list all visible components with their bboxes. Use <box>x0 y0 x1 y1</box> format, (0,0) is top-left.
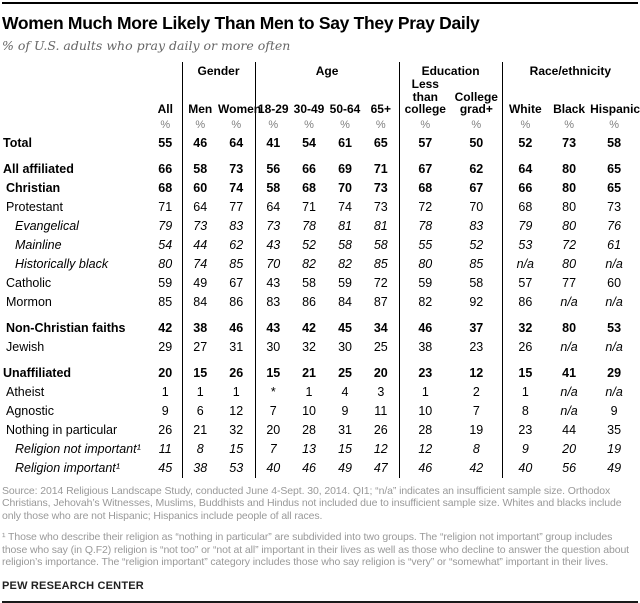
table-cell: 41 <box>255 134 291 153</box>
table-cell: 73 <box>229 161 244 176</box>
table-cell: 76 <box>607 218 622 233</box>
table-cell: 71 <box>373 161 388 176</box>
table-cell: 71 <box>302 199 316 214</box>
pew-table-figure <box>0 2 640 603</box>
column-header: All <box>157 102 173 116</box>
group-header: Race/ethnicity <box>502 62 638 78</box>
footnote: ¹ Those who describe their religion as “nothing in particular” are subdivided into two groups. The “religion not important” group includes those who say (in Q.F2) religion is “not too” or “not at all” important in their lives as well as those who decline to answer the question about religion’s importance. The “religion important” category includes those who say religion is “very” or “somewhat” important in their lives. <box>2 531 630 568</box>
table-cell: 10 <box>399 402 451 421</box>
table-cell: 12 <box>373 441 388 456</box>
table-cell: 26 <box>502 338 548 357</box>
column-header: Less than college <box>399 78 451 118</box>
table-cell: 9 <box>341 403 349 418</box>
table-cell: 46 <box>399 312 451 338</box>
table-cell: 66 <box>158 161 173 176</box>
table-cell: 86 <box>502 293 548 312</box>
table-cell: 82 <box>399 293 451 312</box>
table-cell: 12 <box>469 365 484 380</box>
table-row <box>2 402 638 421</box>
column-header: White <box>502 78 548 118</box>
table-cell: 64 <box>255 198 291 217</box>
column-header: 30-49 <box>293 102 325 116</box>
table-cell: 68 <box>399 179 451 198</box>
table-cell: 54 <box>302 135 316 150</box>
table-cell: n/a <box>605 294 623 309</box>
table-cell: 87 <box>373 294 388 309</box>
pray-daily-table <box>2 62 638 478</box>
table-cell: 42 <box>158 320 173 335</box>
table-cell: 7 <box>472 403 480 418</box>
row-label: Unaffiliated <box>3 365 72 380</box>
table-cell: 67 <box>469 180 484 195</box>
table-cell: 46 <box>229 320 244 335</box>
table-cell: 15 <box>182 357 218 383</box>
table-cell: n/a <box>605 384 623 399</box>
table-cell: 26 <box>229 365 244 380</box>
table-cell: 23 <box>502 421 548 440</box>
table-cell: 12 <box>399 440 451 459</box>
table-cell: 43 <box>255 312 291 338</box>
table-cell: 59 <box>399 274 451 293</box>
table-cell: 19 <box>607 441 622 456</box>
table-cell: 73 <box>373 180 388 195</box>
table-row <box>2 312 638 338</box>
bottom-rule <box>2 601 638 603</box>
table-cell: 83 <box>469 218 484 233</box>
table-row <box>2 338 638 357</box>
table-cell: 10 <box>302 403 316 418</box>
table-cell: 83 <box>255 293 291 312</box>
table-cell: 49 <box>607 460 622 475</box>
table-cell: 58 <box>607 135 622 150</box>
table-cell: 58 <box>302 275 316 290</box>
table-cell: 11 <box>158 441 172 456</box>
table-cell: 74 <box>338 199 352 214</box>
table-row <box>2 198 638 217</box>
column-header: 18-29 <box>255 78 291 118</box>
table-cell: 19 <box>469 422 484 437</box>
table-cell: 28 <box>302 422 316 437</box>
table-cell: 66 <box>502 179 548 198</box>
table-cell: 77 <box>562 275 577 290</box>
table-cell: 80 <box>562 180 577 195</box>
table-cell: 15 <box>255 357 291 383</box>
table-cell: 56 <box>562 460 577 475</box>
table-cell: 73 <box>255 217 291 236</box>
branding: PEW RESEARCH CENTER <box>2 579 144 592</box>
table-cell: 82 <box>338 256 352 271</box>
table-cell: 1 <box>161 384 169 399</box>
row-label: Christian <box>6 180 61 195</box>
table-cell: 65 <box>373 135 388 150</box>
table-cell: 64 <box>182 198 218 217</box>
table-cell: 84 <box>182 293 218 312</box>
column-header: College grad+ <box>454 89 498 116</box>
table-cell: 92 <box>469 294 484 309</box>
table-cell: 85 <box>229 256 244 271</box>
table-cell: 42 <box>469 460 484 475</box>
table-cell: 86 <box>302 294 316 309</box>
table-cell: 85 <box>158 294 173 309</box>
table-cell: 57 <box>502 274 548 293</box>
table-cell: 1 <box>305 384 313 399</box>
table-cell: 60 <box>607 275 622 290</box>
table-cell: 58 <box>373 237 388 252</box>
table-cell: 70 <box>338 180 352 195</box>
table-cell: 20 <box>562 441 577 456</box>
figure-subtitle: % of U.S. adults who pray daily or more often <box>2 38 291 53</box>
table-cell: 85 <box>469 256 484 271</box>
group-header: Gender <box>182 62 255 78</box>
row-label: Historically black <box>15 256 109 271</box>
table-cell: 62 <box>229 237 244 252</box>
table-cell: 80 <box>562 218 577 233</box>
row-label: Evangelical <box>15 218 79 233</box>
table-cell: 81 <box>373 218 388 233</box>
table-cell: 32 <box>502 312 548 338</box>
row-label: Religion important¹ <box>15 460 120 475</box>
table-cell: 59 <box>158 275 173 290</box>
table-cell: 80 <box>562 256 577 271</box>
table-row <box>2 179 638 198</box>
table-row <box>2 357 638 383</box>
table-cell: 50 <box>469 135 484 150</box>
unit-row <box>2 118 638 134</box>
table-cell: 29 <box>158 339 173 354</box>
table-cell: n/a <box>605 256 623 271</box>
row-label: Religion not important¹ <box>15 441 141 456</box>
table-cell: 53 <box>607 320 622 335</box>
table-cell: 2 <box>472 384 480 399</box>
table-cell: 4 <box>341 384 349 399</box>
table-cell: 73 <box>562 135 577 150</box>
row-label-header <box>2 78 149 118</box>
table-cell: 69 <box>338 161 352 176</box>
table-cell: 73 <box>607 199 622 214</box>
table-cell: 34 <box>373 320 388 335</box>
table-cell: 46 <box>182 134 218 153</box>
table-row <box>2 440 638 459</box>
table-cell: 46 <box>302 460 316 475</box>
unit-label: % <box>160 118 171 131</box>
table-cell: 8 <box>472 441 480 456</box>
row-label: Mainline <box>15 237 62 252</box>
table-row <box>2 459 638 478</box>
table-cell: 44 <box>182 236 218 255</box>
table-cell: 67 <box>229 275 244 290</box>
table-cell: 15 <box>338 441 352 456</box>
table-cell: 32 <box>302 339 316 354</box>
table-cell: 86 <box>229 294 244 309</box>
row-label: Catholic <box>6 275 52 290</box>
row-label: Jewish <box>6 339 45 354</box>
table-cell: 58 <box>255 179 291 198</box>
unit-label: % <box>182 118 218 134</box>
row-label: Agnostic <box>6 403 54 418</box>
table-cell: 31 <box>338 422 352 437</box>
table-cell: 73 <box>182 217 218 236</box>
table-cell: 77 <box>229 199 244 214</box>
table-cell: 64 <box>229 135 244 150</box>
table-cell: 65 <box>607 161 622 176</box>
table-cell: 30 <box>338 339 352 354</box>
table-cell: 20 <box>373 365 388 380</box>
table-row <box>2 153 638 179</box>
table-cell: 49 <box>182 274 218 293</box>
table-cell: 52 <box>502 134 548 153</box>
table-cell: 30 <box>255 338 291 357</box>
table-cell: 59 <box>338 275 352 290</box>
table-cell: 55 <box>158 135 173 150</box>
column-header: Women <box>218 102 262 116</box>
table-cell: 56 <box>255 153 291 179</box>
table-cell: 79 <box>158 218 173 233</box>
unit-label: % <box>231 118 242 131</box>
table-cell: 80 <box>399 255 451 274</box>
table-cell: 70 <box>255 255 291 274</box>
table-cell: 1 <box>182 383 218 402</box>
table-cell: 61 <box>607 237 622 252</box>
table-cell: 8 <box>502 402 548 421</box>
unit-label: % <box>471 118 482 131</box>
unit-label: % <box>375 118 386 131</box>
row-label: All affiliated <box>3 161 74 176</box>
table-cell: 78 <box>399 217 451 236</box>
unit-label: % <box>340 118 350 131</box>
table-cell: 1 <box>502 383 548 402</box>
table-cell: 38 <box>399 338 451 357</box>
column-header: 50-64 <box>329 102 361 116</box>
table-cell: 72 <box>373 275 388 290</box>
column-header: 65+ <box>370 102 391 116</box>
table-cell: 11 <box>374 403 388 418</box>
table-cell: 43 <box>255 274 291 293</box>
table-cell: 21 <box>182 421 218 440</box>
table-cell: n/a <box>560 339 578 354</box>
group-header: Age <box>255 62 399 78</box>
table-cell: 80 <box>158 256 173 271</box>
table-cell: 84 <box>338 294 352 309</box>
table-cell: 68 <box>502 198 548 217</box>
table-cell: 12 <box>229 403 244 418</box>
table-cell: 29 <box>607 365 622 380</box>
source-note: Source: 2014 Religious Landscape Study, conducted June 4-Sept. 30, 2014. QI1; “n/a” indicates an insufficient sample size. Orthodox Christians, Jehovah’s Witnesses, Muslims, Buddhists and Hindus not included due to insufficient sample size. Whites and blacks include only those who are not Hispanic; Hispanics include people of all races. <box>2 484 622 522</box>
table-cell: 58 <box>182 153 218 179</box>
table-cell: 52 <box>302 237 316 252</box>
top-rule <box>2 2 638 4</box>
table-cell: 80 <box>562 161 577 176</box>
table-cell: 15 <box>502 357 548 383</box>
table-cell: 25 <box>373 339 388 354</box>
table-row <box>2 383 638 402</box>
table-cell: 8 <box>182 440 218 459</box>
table-cell: 53 <box>502 236 548 255</box>
table-cell: 40 <box>255 459 291 478</box>
table-cell: 81 <box>338 218 352 233</box>
table-cell: 61 <box>338 135 352 150</box>
table-cell: 55 <box>399 236 451 255</box>
table-cell: 23 <box>469 339 484 354</box>
table-cell: 43 <box>255 236 291 255</box>
table-cell: 32 <box>229 422 244 437</box>
table-row <box>2 255 638 274</box>
table-cell: 58 <box>469 275 484 290</box>
table-row <box>2 421 638 440</box>
table-cell: n/a <box>560 384 578 399</box>
table-cell: n/a <box>502 255 548 274</box>
table-row <box>2 293 638 312</box>
table-cell: 25 <box>338 365 352 380</box>
table-cell: 1 <box>399 383 451 402</box>
table-cell: 9 <box>161 403 169 418</box>
table-cell: 73 <box>373 199 388 214</box>
table-cell: 67 <box>399 153 451 179</box>
table-cell: n/a <box>560 403 578 418</box>
row-label: Total <box>3 135 32 150</box>
table-cell: 68 <box>158 180 173 195</box>
column-header: Black <box>553 102 586 116</box>
table-cell: n/a <box>560 294 578 309</box>
table-cell: 80 <box>562 320 577 335</box>
table-cell: 45 <box>338 320 352 335</box>
table-cell: 65 <box>607 180 622 195</box>
table-cell: 74 <box>182 255 218 274</box>
unit-label: % <box>304 118 314 131</box>
table-cell: 54 <box>158 237 173 252</box>
row-label: Protestant <box>6 199 63 214</box>
table-cell: 45 <box>158 460 173 475</box>
table-cell: 66 <box>302 161 316 176</box>
table-cell: 23 <box>399 357 451 383</box>
figure-title: Women Much More Likely Than Men to Say They Pray Daily <box>2 13 480 33</box>
group-header-row <box>2 62 638 78</box>
table-cell: 28 <box>399 421 451 440</box>
table-row <box>2 134 638 153</box>
unit-label: % <box>255 118 291 134</box>
table-cell: n/a <box>605 339 623 354</box>
table-cell: 53 <box>229 460 244 475</box>
table-cell: 60 <box>182 179 218 198</box>
table-cell: 38 <box>182 312 218 338</box>
table-cell: 72 <box>399 198 451 217</box>
table-cell: 41 <box>562 365 577 380</box>
table-cell: 21 <box>302 365 316 380</box>
table-cell: 68 <box>302 180 316 195</box>
table-cell: 9 <box>502 440 548 459</box>
table-cell: 26 <box>158 422 173 437</box>
unit-label: % <box>502 118 548 134</box>
table-cell: 71 <box>158 199 173 214</box>
unit-label: % <box>399 118 451 134</box>
row-label: Atheist <box>6 384 45 399</box>
table-row <box>2 236 638 255</box>
column-header: Men <box>182 78 218 118</box>
table-cell: 57 <box>399 134 451 153</box>
table-cell: 13 <box>302 441 316 456</box>
table-cell: * <box>255 383 291 402</box>
table-cell: 7 <box>255 440 291 459</box>
group-header-spacer <box>2 62 182 78</box>
table-cell: 83 <box>229 218 244 233</box>
table-cell: 9 <box>610 403 618 418</box>
unit-label: % <box>564 118 574 131</box>
table-cell: 58 <box>338 237 352 252</box>
row-label: Non-Christian faiths <box>6 320 126 335</box>
table-cell: 40 <box>502 459 548 478</box>
unit-label: % <box>609 118 619 131</box>
table-cell: 42 <box>302 320 316 335</box>
table-cell: 72 <box>562 237 577 252</box>
table-cell: 27 <box>182 338 218 357</box>
table-cell: 37 <box>469 320 484 335</box>
table-cell: 85 <box>373 256 388 271</box>
table-cell: 47 <box>373 460 388 475</box>
table-cell: 26 <box>373 422 388 437</box>
table-cell: 79 <box>502 217 548 236</box>
column-header-row <box>2 78 638 118</box>
table-cell: 44 <box>562 422 577 437</box>
unit-spacer <box>2 118 149 134</box>
table-cell: 31 <box>229 339 244 354</box>
table-cell: 80 <box>562 199 577 214</box>
table-cell: 82 <box>302 256 316 271</box>
table-cell: 78 <box>302 218 316 233</box>
group-header: Education <box>399 62 502 78</box>
table-cell: 70 <box>469 199 484 214</box>
table-cell: 20 <box>158 365 173 380</box>
table-cell: 62 <box>469 161 484 176</box>
table-cell: 1 <box>232 384 240 399</box>
table-cell: 7 <box>255 402 291 421</box>
row-label: Mormon <box>6 294 52 309</box>
row-label: Nothing in particular <box>6 422 118 437</box>
table-cell: 35 <box>607 422 622 437</box>
table-row <box>2 274 638 293</box>
table-cell: 38 <box>182 459 218 478</box>
table-cell: 15 <box>229 441 244 456</box>
column-header: Hispanic <box>590 102 640 116</box>
table-cell: 20 <box>255 421 291 440</box>
table-cell: 6 <box>182 402 218 421</box>
table-cell: 46 <box>399 459 451 478</box>
table-cell: 64 <box>502 153 548 179</box>
table-cell: 3 <box>377 384 385 399</box>
table-cell: 74 <box>229 180 244 195</box>
table-cell: 52 <box>469 237 484 252</box>
table-row <box>2 217 638 236</box>
table-cell: 49 <box>338 460 352 475</box>
